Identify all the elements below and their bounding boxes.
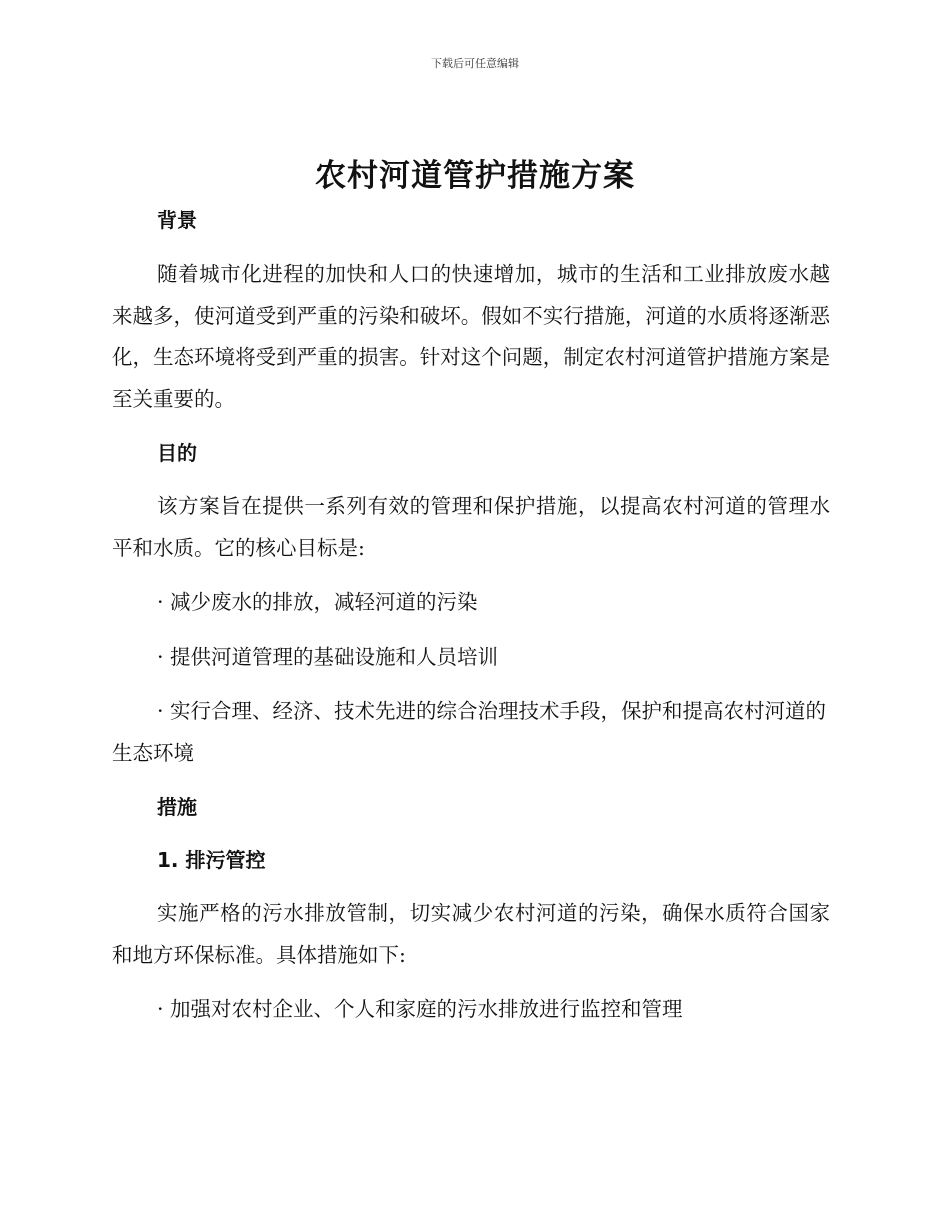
list-item: · 加强对农村企业、个人和家庭的污水排放进行监控和管理	[157, 997, 683, 1021]
document-title: 农村河道管护措施方案	[315, 158, 635, 194]
purpose-paragraph: 该方案旨在提供一系列有效的管理和保护措施，以提高农村河道的管理水平和水质。它的核心目标是:	[112, 494, 830, 560]
list-item: · 实行合理、经济、技术先进的综合治理技术手段，保护和提高农村河道的生态环境	[112, 699, 827, 765]
document-body	[112, 200, 830, 1031]
section-heading-measures: 措施	[157, 795, 197, 819]
background-paragraph: 随着城市化进程的加快和人口的快速增加，城市的生活和工业排放废水越来越多，使河道受到严重的污染和破坏。假如不实行措施，河道的水质将逐渐恶化，生态环境将受到严重的损害。针对这个问题，制定农村河道管护措施方案是至关重要的。	[112, 262, 830, 411]
section-heading-background: 背景	[157, 208, 197, 232]
list-item: · 提供河道管理的基础设施和人员培训	[157, 644, 499, 669]
header-note: 下载后可任意编辑	[431, 57, 519, 70]
list-item: · 减少废水的排放，减轻河道的污染	[157, 590, 478, 614]
measure1-paragraph: 实施严格的污水排放管制，切实减少农村河道的污染，确保水质符合国家和地方环保标准。具体措施如下:	[112, 901, 830, 967]
subsection-heading-pollution-control: 1. 排污管控	[157, 848, 266, 872]
section-heading-purpose: 目的	[157, 441, 197, 465]
